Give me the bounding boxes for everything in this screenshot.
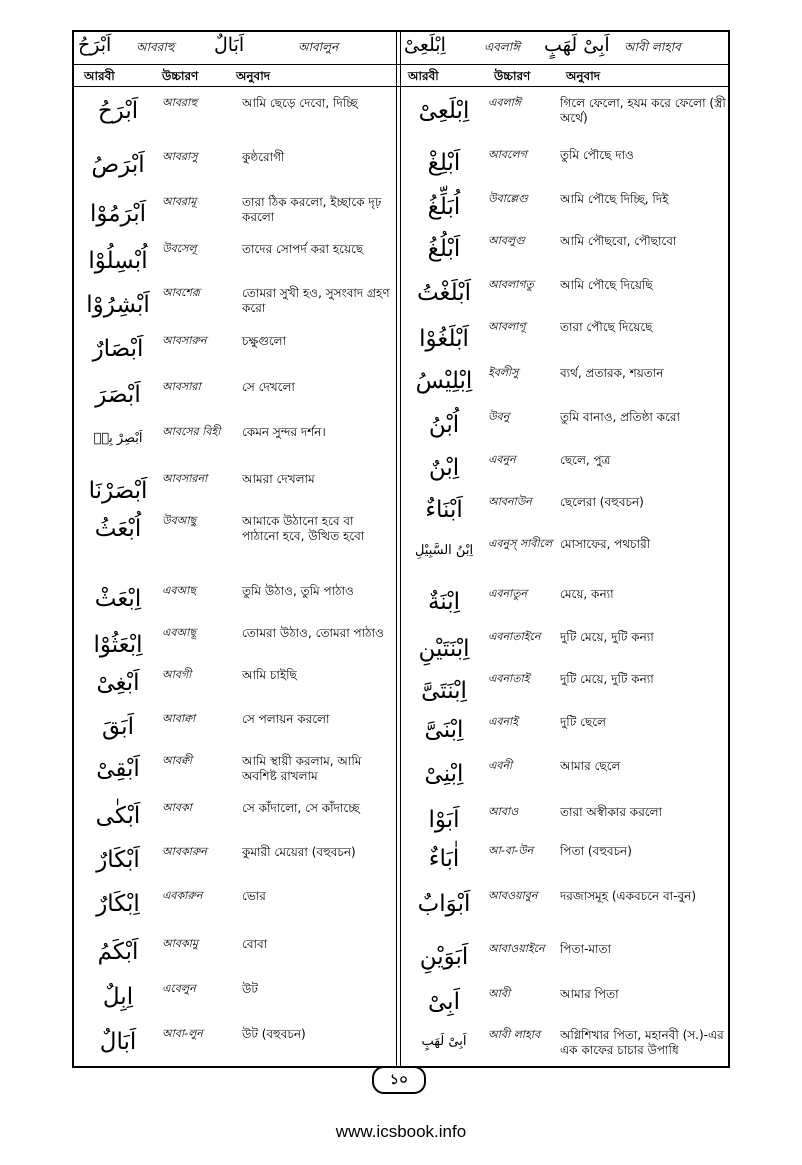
arabic-word: اَبْصَرَ [95,382,141,408]
arabic-word: اَبْلَغُوْا [419,326,469,352]
arabic-word: اُبْعَثُ [94,516,142,542]
arabic-word: اَبْرَحُ [97,98,139,124]
arabic-word: اَبْنَاءٌ [425,497,463,523]
pronunciation: আবসারা [162,380,201,393]
meaning: মোসাফের, পথচারী [560,537,651,551]
pronunciation: আবলাগূ [488,320,526,333]
pronunciation: আবলুগু [488,234,525,247]
pronunciation: আবকা [162,801,192,814]
pronunciation: আবসারুন [162,334,207,347]
meaning: দুটি মেয়ে, দুটি কন্যা [560,630,654,644]
meaning: উট (বহুবচন) [242,1027,306,1041]
pronunciation: আবলেগ [488,148,527,161]
arabic-word: اَبَوَيْنِ [419,944,469,970]
arabic-word: اِبْنَتَىَّ [421,678,467,704]
meaning: কুষ্ঠরোগী [242,150,285,164]
meaning: আমার ছেলে [560,759,621,773]
arabic-word: اَبِىْ لَهَبٍ [421,1034,467,1049]
arabic-word: اِبْنِىْ [424,761,464,787]
pronunciation: এবনাতাই [488,672,530,685]
arabic-word: اِبْنَىَّ [424,717,464,743]
meaning: তুমি বানাও, প্রতিষ্ঠা করো [560,410,680,424]
column-header-pronunciation: উচ্চারণ [162,69,199,83]
pronunciation: আবগী [162,668,192,681]
meaning: সে কাঁদালো, সে কাঁদাচ্ছে [242,801,360,815]
meaning: তারা অস্বীকার করলো [560,805,663,819]
arabic-word: اُبْسِلُوْا [88,248,148,274]
pronunciation: আ-বা-উন [488,844,534,857]
arabic-word: اَبْوَابٌ [417,891,471,917]
pronunciation: আবাও [488,805,519,818]
meaning: আমাকে উঠানো হবে বা পাঠানো হবে, উত্থিত হবো [242,514,365,543]
column-header-meaning: অনুবাদ [566,69,601,83]
meaning: ছেলেরা (বহুবচন) [560,495,644,509]
pronunciation: আবা-লুন [162,1027,203,1040]
dictionary-page [72,30,730,1068]
meaning: আমি পৌছবো, পৌছাবো [560,234,677,248]
pronunciation: উবাল্লেগু [488,192,528,205]
meaning: আমি চাইছি [242,668,297,682]
meaning: পিতা (বহুবচন) [560,844,632,858]
pronunciation: এবলাঈ [488,96,522,109]
arabic-word: اُبْنُ [428,412,460,438]
arabic-word: اِبْنُ السَّبِيْلِ [414,543,474,558]
meaning: গিলে ফেলো, হযম করে ফেলো (স্ত্রী অর্থে) [560,96,726,125]
meaning: চক্ষুগুলো [242,334,287,348]
meaning: সে দেখলো [242,380,295,394]
pronunciation: উবসেলূ [162,242,197,255]
pronunciation: আবসের বিহী [162,425,221,438]
pronunciation: এবকারুন [162,889,203,902]
arabic-word: اَبْرَمُوْا [89,201,147,227]
column-header-arabic: আরবী [408,69,439,83]
arabic-word: اَبْلُغُ [427,236,461,262]
column-divider [396,32,401,1066]
meaning: আমি ছেড়ে দেবো, দিচ্ছি [242,96,358,110]
arabic-word: اُبَلِّغُ [427,194,461,220]
pronunciation: আবশেরূ [162,286,200,299]
meaning: কুমারী মেয়েরা (বহুবচন) [242,845,356,859]
pronunciation: আবাক্বা [162,712,196,725]
arabic-word: اِبْنٌ [428,455,460,481]
arabic-word: اَبِىْ [428,989,460,1015]
arabic-word: اِبْلِيْسُ [415,368,473,394]
arabic-word: اَبَالٌ [99,1029,137,1055]
arabic-word: اَبْكٰى [95,803,141,829]
pronunciation: আবরাসু [162,150,198,163]
header-arabic-word: اِبْلَعِىْ [404,34,446,56]
meaning: দরজাসমূহ (একবচনে বা-বুন) [560,889,697,903]
meaning: তুমি পৌছে দাও [560,148,634,162]
pronunciation: এবনাই [488,715,518,728]
arabic-word: اَبْقِىْ [96,756,140,782]
header-arabic-word: اَبْرَحُ [78,34,112,56]
arabic-word: اَبْكَارٌ [96,847,140,873]
pronunciation: ইবলীসু [488,366,519,379]
meaning: আমি পৌছে দিচ্ছি, দিই [560,192,669,206]
pronunciation: আবক্বী [162,754,192,767]
meaning: আমি স্থায়ী করলাম, আমি অবশিষ্ট রাখলাম [242,754,362,783]
arabic-word: اَبْشِرُوْا [86,292,150,318]
pronunciation: আবনাউন [488,495,532,508]
pronunciation: আবসারনা [162,472,208,485]
arabic-word: اِبِلٌ [102,984,134,1010]
pronunciation: আবকামু [162,937,198,950]
arabic-word: اِبْنَتَيْنِ [418,636,470,662]
arabic-word: اَبْصَرْنَا [88,478,148,504]
meaning: তোমরা সুখী হও, সুসংবাদ গ্রহণ করো [242,286,390,315]
meaning: উট [242,982,258,996]
meaning: ভোর [242,889,266,903]
pronunciation: এবনাতুন [488,587,528,600]
pronunciation: আবরাহু [162,96,198,109]
pronunciation: এবনুস্ সাবীলে [488,537,553,550]
pronunciation: আবাওয়াইনে [488,942,545,955]
meaning: পিতা-মাতা [560,942,612,956]
arabic-word: اِبْكَارٌ [96,891,140,917]
meaning: অগ্নিশিখার পিতা, মহানবী (স.)-এর এক কাফের চাচার উপাধি [560,1028,724,1057]
pronunciation: উবআছু [162,514,197,527]
pronunciation: আবলাগতু [488,278,534,291]
pronunciation: এবেলুন [162,982,196,995]
pronunciation: এবনাতাইনে [488,630,541,643]
header-arabic-word: اَبِىْ لَهَبٍ [544,34,610,56]
footer-url: www.icsbook.info [335,1122,467,1141]
meaning: ব্যর্থ, প্রতারক, শয়তান [560,366,664,380]
arabic-word: اَبْغِىْ [96,670,140,696]
meaning: আমি পৌছে দিয়েছি [560,278,653,292]
arabic-word: اَبْصَارٌ [92,336,144,362]
arabic-word: اَبْصِرْ بِهٖ [93,431,143,446]
arabic-word: اَبْلَغْتُ [416,280,472,306]
pronunciation: আবী লাহাব [488,1028,541,1041]
meaning: মেয়ে, কন্যা [560,587,614,601]
arabic-word: اِبْعَثُوْا [93,632,143,658]
meaning: তাদের সোপর্দ করা হয়েছে [242,242,364,256]
meaning: সে পলায়ন করলো [242,712,330,726]
page-number: ১০ [372,1066,426,1094]
header-pronunciation: আবালুন [298,40,339,54]
meaning: তোমরা উঠাও, তোমরা পাঠাও [242,626,384,640]
meaning: তুমি উঠাও, তুমি পাঠাও [242,584,354,598]
arabic-word: اَبْلِغْ [427,150,461,176]
pronunciation: আবকারুন [162,845,207,858]
meaning: আমরা দেখলাম [242,472,315,486]
pronunciation: এবনী [488,759,513,772]
arabic-word: اَبَوْا [428,807,460,833]
meaning: তারা পৌছে দিয়েছে [560,320,653,334]
meaning: দুটি মেয়ে, দুটি কন্যা [560,672,654,686]
arabic-word: اَبْكَمُ [97,939,139,965]
meaning: বোবা [242,937,268,951]
meaning: কেমন সুন্দর দর্শন। [242,425,326,439]
pronunciation: আবী [488,987,511,1000]
meaning: তারা ঠিক করলো, ইচ্ছাকে দৃঢ় করলো [242,195,382,224]
arabic-word: اَبَقَ [102,714,134,740]
header-arabic-word: اَبَالٌ [214,34,245,56]
meaning: আমার পিতা [560,987,619,1001]
pronunciation: এবআছূ [162,626,196,639]
arabic-word: اِبْنَةٌ [427,589,461,615]
pronunciation: এবআছ [162,584,196,597]
header-rule [74,64,728,65]
column-header-arabic: আরবী [84,69,115,83]
arabic-word: اَبْرَصُ [91,152,145,178]
header-pronunciation: আবী লাহাব [624,40,681,54]
header-pronunciation: আবরাহু [136,40,175,54]
arabic-word: اٰبَاءٌ [428,846,460,872]
header-pronunciation: এবলাঈ [484,40,521,54]
arabic-word: اِبْعَثْ [94,586,142,612]
pronunciation: উবনু [488,410,510,423]
column-header-pronunciation: উচ্চারণ [494,69,531,83]
column-header-meaning: অনুবাদ [236,69,271,83]
meaning: ছেলে, পুত্র [560,453,611,467]
pronunciation: এবনুন [488,453,516,466]
pronunciation: আবরামূ [162,195,197,208]
arabic-word: اِبْلَعِىْ [418,98,470,124]
meaning: দুটি ছেলে [560,715,606,729]
pronunciation: আবওয়াবুন [488,889,538,902]
